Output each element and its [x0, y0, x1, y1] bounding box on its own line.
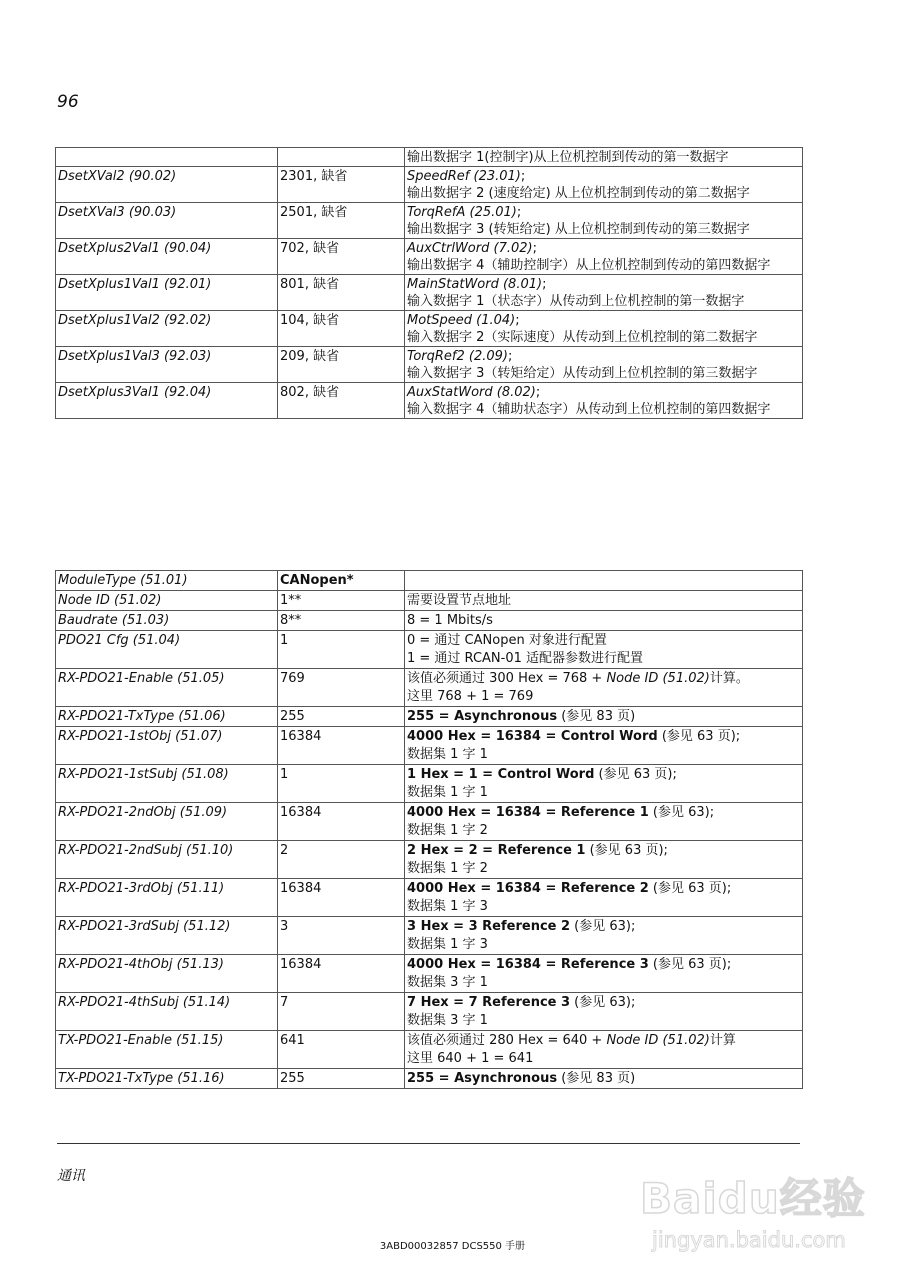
footer-section-title: 通讯: [57, 1168, 85, 1184]
table-row: [56, 669, 803, 707]
parameter-description: [405, 167, 803, 203]
table-body: [56, 148, 803, 419]
parameter-name: PDO21 Cfg (51.04): [56, 631, 278, 669]
parameter-value: 1: [278, 765, 405, 803]
description-text: 8 = 1 Mbits/s: [407, 613, 493, 628]
parameter-name: Baudrate (51.03): [56, 611, 278, 631]
parameter-name: RX-PDO21-4thObj (51.13): [56, 955, 278, 993]
parameter-name: RX-PDO21-3rdSubj (51.12): [56, 917, 278, 955]
parameter-value: 802, 缺省: [278, 383, 405, 419]
parameter-value: 2: [278, 841, 405, 879]
description-text: ;: [516, 205, 522, 220]
description-text: 输出数据字 3 (转矩给定) 从上位机控制到传动的第三数据字: [407, 222, 750, 237]
table-row: [56, 879, 803, 917]
table-row: [56, 148, 803, 167]
parameter-value: 16384: [278, 955, 405, 993]
parameter-description: [405, 591, 803, 611]
description-text: 255 = Asynchronous: [407, 709, 558, 724]
parameter-name: RX-PDO21-TxType (51.06): [56, 707, 278, 727]
description-text: 255 = Asynchronous: [407, 1071, 558, 1086]
description-text: (参见 63); 数据集 3 字 1: [407, 995, 636, 1028]
table-row: [56, 239, 803, 275]
parameter-name: DsetXplus3Val1 (92.04): [56, 383, 278, 419]
parameter-value: 2301, 缺省: [278, 167, 405, 203]
parameter-description: [405, 993, 803, 1031]
parameter-name: [56, 148, 278, 167]
parameter-description: [405, 669, 803, 707]
table-row: [56, 727, 803, 765]
parameter-name: RX-PDO21-1stObj (51.07): [56, 727, 278, 765]
parameter-name: RX-PDO21-4thSubj (51.14): [56, 993, 278, 1031]
description-text: (参见 63 页); 数据集 1 字 3: [407, 881, 732, 914]
parameter-description: [405, 841, 803, 879]
parameter-name: ModuleType (51.01): [56, 571, 278, 591]
table-row: [56, 993, 803, 1031]
description-text: (参见 83 页): [557, 709, 636, 724]
watermark-url: jingyan.baidu.com: [652, 1228, 846, 1252]
table-row: [56, 611, 803, 631]
table-row: [56, 707, 803, 727]
description-text: 输入数据字 3（转矩给定）从传动到上位机控制的第三数据字: [407, 366, 758, 381]
table-row: [56, 1031, 803, 1069]
parameter-value: 801, 缺省: [278, 275, 405, 311]
parameter-name: DsetXVal2 (90.02): [56, 167, 278, 203]
parameter-name: DsetXplus2Val1 (90.04): [56, 239, 278, 275]
parameter-description: [405, 347, 803, 383]
description-text: 4000 Hex = 16384 = Reference 3: [407, 957, 649, 972]
parameter-name: TX-PDO21-Enable (51.15): [56, 1031, 278, 1069]
description-text: 计算 这里 640 + 1 = 641: [407, 1033, 736, 1066]
parameter-value: 255: [278, 707, 405, 727]
description-text: SpeedRef (23.01): [407, 169, 521, 184]
parameter-value: 8**: [278, 611, 405, 631]
description-text: MotSpeed (1.04): [407, 313, 516, 328]
description-text: ;: [520, 169, 526, 184]
page-number: 96: [57, 92, 79, 112]
description-text: ;: [535, 385, 541, 400]
description-text: MainStatWord (8.01): [407, 277, 543, 292]
description-text: Node ID (51.02): [606, 1033, 710, 1048]
parameter-value: 7: [278, 993, 405, 1031]
parameter-description: [405, 203, 803, 239]
parameter-name: DsetXVal3 (90.03): [56, 203, 278, 239]
description-text: (参见 63); 数据集 1 字 2: [407, 805, 715, 838]
description-text: 需要设置节点地址: [407, 593, 512, 608]
description-text: 计算。 这里 768 + 1 = 769: [407, 671, 749, 704]
table-body: [56, 571, 803, 1089]
parameter-name: TX-PDO21-TxType (51.16): [56, 1069, 278, 1089]
parameter-value: 1: [278, 631, 405, 669]
parameter-value: 209, 缺省: [278, 347, 405, 383]
parameter-name: DsetXplus1Val3 (92.03): [56, 347, 278, 383]
parameter-name: RX-PDO21-2ndObj (51.09): [56, 803, 278, 841]
description-text: (参见 63 页); 数据集 1 字 1: [407, 729, 741, 762]
parameter-value: 3: [278, 917, 405, 955]
parameter-description: [405, 803, 803, 841]
description-text: (参见 63 页); 数据集 1 字 2: [407, 843, 668, 876]
table-row: [56, 571, 803, 591]
description-text: AuxStatWord (8.02): [407, 385, 536, 400]
description-text: (参见 63 页); 数据集 1 字 1: [407, 767, 677, 800]
table-row: [56, 955, 803, 993]
description-text: 4000 Hex = 16384 = Reference 2: [407, 881, 649, 896]
parameter-value: [278, 148, 405, 167]
description-text: 4000 Hex = 16384 = Reference 1: [407, 805, 649, 820]
table-row: [56, 275, 803, 311]
parameter-name: Node ID (51.02): [56, 591, 278, 611]
description-text: ;: [515, 313, 520, 328]
parameter-description: [405, 879, 803, 917]
description-text: ;: [508, 349, 513, 364]
parameter-value: 769: [278, 669, 405, 707]
description-text: 4000 Hex = 16384 = Control Word: [407, 729, 658, 744]
parameter-table-canopen: [55, 570, 803, 1089]
parameter-description: [405, 727, 803, 765]
parameter-name: RX-PDO21-3rdObj (51.11): [56, 879, 278, 917]
table-row: [56, 765, 803, 803]
parameter-value: 1**: [278, 591, 405, 611]
parameter-name: RX-PDO21-Enable (51.05): [56, 669, 278, 707]
parameter-description: [405, 631, 803, 669]
description-text: 输出数据字 1(控制字)从上位机控制到传动的第一数据字: [407, 150, 729, 165]
table-row: [56, 203, 803, 239]
table-row: [56, 347, 803, 383]
description-text: 输入数据字 1（状态字）从传动到上位机控制的第一数据字: [407, 294, 745, 309]
parameter-value: 2501, 缺省: [278, 203, 405, 239]
description-text: 输入数据字 4（辅助状态字）从传动到上位机控制的第四数据字: [407, 402, 771, 417]
description-text: 3 Hex = 3 Reference 2: [407, 919, 571, 934]
description-text: 0 = 通过 CANopen 对象进行配置 1 = 通过 RCAN-01 适配器参数进行配置: [407, 633, 644, 666]
footer-document-id: 3ABD00032857 DCS550 手册: [379, 1241, 526, 1252]
parameter-description: [405, 765, 803, 803]
table-row: [56, 841, 803, 879]
parameter-description: [405, 917, 803, 955]
parameter-description: [405, 148, 803, 167]
description-text: (参见 63 页); 数据集 3 字 1: [407, 957, 732, 990]
parameter-description: [405, 611, 803, 631]
description-text: AuxCtrlWord (7.02): [407, 241, 533, 256]
parameter-description: [405, 955, 803, 993]
parameter-description: [405, 1031, 803, 1069]
description-text: (参见 63); 数据集 1 字 3: [407, 919, 636, 952]
table-row: [56, 591, 803, 611]
parameter-description: [405, 1069, 803, 1089]
parameter-table-dataset: [55, 147, 803, 419]
description-text: ;: [542, 277, 547, 292]
description-text: TorqRef2 (2.09): [407, 349, 508, 364]
description-text: 1 Hex = 1 = Control Word: [407, 767, 595, 782]
parameter-description: [405, 311, 803, 347]
table-row: [56, 631, 803, 669]
watermark-logo: Baidu经验: [640, 1174, 866, 1223]
description-text: 2 Hex = 2 = Reference 1: [407, 843, 586, 858]
parameter-value: 104, 缺省: [278, 311, 405, 347]
parameter-description: [405, 383, 803, 419]
parameter-description: [405, 571, 803, 591]
description-text: 输出数据字 4（辅助控制字）从上位机控制到传动的第四数据字: [407, 258, 771, 273]
description-text: 7 Hex = 7 Reference 3: [407, 995, 571, 1010]
table-row: [56, 917, 803, 955]
parameter-name: RX-PDO21-1stSubj (51.08): [56, 765, 278, 803]
parameter-name: RX-PDO21-2ndSubj (51.10): [56, 841, 278, 879]
parameter-value: 16384: [278, 879, 405, 917]
table-row: [56, 383, 803, 419]
table-row: [56, 311, 803, 347]
parameter-value: 702, 缺省: [278, 239, 405, 275]
parameter-description: [405, 239, 803, 275]
parameter-value: 641: [278, 1031, 405, 1069]
description-text: 输入数据字 2（实际速度）从传动到上位机控制的第二数据字: [407, 330, 758, 345]
table-row: [56, 167, 803, 203]
parameter-description: [405, 707, 803, 727]
description-text: Node ID (51.02): [606, 671, 710, 686]
description-text: 该值必须通过 280 Hex = 640 +: [407, 1033, 607, 1048]
description-text: (参见 83 页): [557, 1071, 636, 1086]
description-text: 输出数据字 2 (速度给定) 从上位机控制到传动的第二数据字: [407, 186, 750, 201]
description-text: 该值必须通过 300 Hex = 768 +: [407, 671, 607, 686]
parameter-description: [405, 275, 803, 311]
parameter-value: 255: [278, 1069, 405, 1089]
parameter-name: DsetXplus1Val2 (92.02): [56, 311, 278, 347]
baidu-watermark: [640, 1148, 870, 1268]
parameter-value: 16384: [278, 727, 405, 765]
parameter-name: DsetXplus1Val1 (92.01): [56, 275, 278, 311]
description-text: TorqRefA (25.01): [407, 205, 517, 220]
parameter-value: CANopen*: [278, 571, 405, 591]
table-row: [56, 1069, 803, 1089]
table-row: [56, 803, 803, 841]
footer-divider: [57, 1143, 800, 1144]
description-text: ;: [532, 241, 537, 256]
parameter-value: 16384: [278, 803, 405, 841]
